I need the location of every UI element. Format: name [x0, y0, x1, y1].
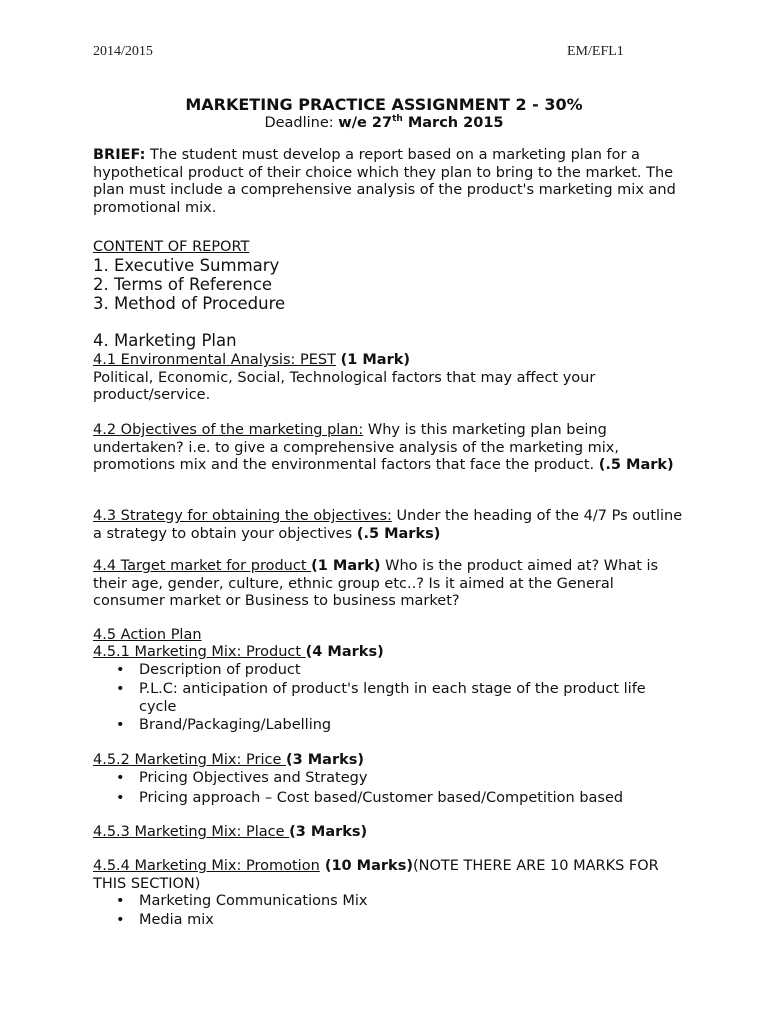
- bullet-icon: •: [116, 790, 125, 806]
- section-text: Under the heading of the 4/7 Ps outline a strategy to obtain your objectives: [93, 508, 683, 542]
- bullet-icon: •: [116, 662, 125, 678]
- brief-label: BRIEF:: [93, 147, 146, 163]
- section-text: Why is this marketing plan being undertaken? i.e. to give a comprehensive analysis of the marketing mix, promotions mix and the environmental factors that face the product.: [93, 422, 619, 473]
- bullet-icon: •: [116, 717, 125, 733]
- header-year: 2014/2015: [93, 44, 153, 59]
- section-text: Political, Economic, Social, Technological factors that may affect your product/service.: [93, 369, 596, 403]
- section-4-5-3: [93, 824, 683, 842]
- marketing-plan-heading: 4. Marketing Plan: [93, 331, 237, 350]
- header-code: EM/EFL1: [567, 44, 624, 59]
- bullet-icon: •: [116, 893, 125, 909]
- content-item: 2. Terms of Reference: [93, 275, 273, 294]
- bullet-icon: •: [116, 681, 125, 697]
- section-marks: (3 Marks): [285, 752, 365, 768]
- section-4-5-1: [93, 644, 683, 662]
- section-marks: (.5 Marks): [356, 525, 441, 542]
- section-4-1: [93, 352, 683, 405]
- section-title: 4.2 Objectives of the marketing plan:: [93, 422, 364, 438]
- section-4-5-title: 4.5 Action Plan: [93, 627, 202, 643]
- section-4-2: [93, 422, 683, 475]
- bullet-icon: •: [116, 770, 125, 786]
- section-marks: (10 Marks): [319, 858, 413, 874]
- section-marks: (1 Mark): [340, 352, 410, 368]
- section-title: 4.5.3 Marketing Mix: Place: [93, 824, 290, 840]
- section-title: 4.3 Strategy for obtaining the objectives:: [93, 508, 392, 524]
- section-title: 4.4 Target market for product: [93, 558, 312, 574]
- deadline-label: Deadline:: [264, 115, 339, 131]
- section-title: 4.5.4 Marketing Mix: Promotion: [93, 858, 320, 874]
- section-marks: (1 Mark): [311, 558, 381, 574]
- document-page: 2014/2015 EM/EFL1 MARKETING PRACTICE ASSIGNMENT 2 - 30% Deadline: w/e 27th March 2015 BRIEF: The student must develop a report based on a marketing plan for a hypothetical product of their choice which they plan to bring to the market. The plan must include a comprehensive analysis of the product's marketing mix and promotional mix. CONTENT OF REPORT 1. Executive Summary 2. Terms of Reference 3. Method of Procedure 4. Marketing Plan 4.1 Environmental Analysis: PEST (1 Mark) Political, Economic, Social, Technological factors that may affect your product/service. 4.2 Objectives of the marketing plan: Why is this marketing plan being undertaken? i.e. to give a comprehensive analysis of the marketing mix, promotions mix and the environmental factors that face the product. (.5 Mark) 4.3 Strategy for obtaining the objectives: Under the heading of the 4/7 Ps outline a strategy to obtain your objectives (.5 Marks) 4.4 Target market for product (1 Mark) Who is the product aimed at? What is their age, gender, culture, ethnic group etc..? Is it aimed at the General consumer market or Business to business market? 4.5 Action Plan 4.5.1 Marketing Mix: Product (4 Marks) • Description of product • P.L.C: anticipation of product's length in each stage of the product life cycle • Brand/Packaging/Labelling 4.5.2 Marketing Mix: Price (3 Marks) • Pricing Objectives and Strategy • Pricing approach – Cost based/Customer based/Competition based 4.5.3 Marketing Mix: Place (3 Marks) 4.5.4 Marketing Mix: Promotion (10 Marks)(NOTE THERE ARE 10 MARKS FOR THIS SECTION) • Marketing Communications Mix • Media mix: [0, 0, 768, 1024]
- content-item: 3. Method of Procedure: [93, 294, 286, 313]
- brief-text: The student must develop a report based on a marketing plan for a hypothetical product of their choice which they plan to bring to the market. The plan must include a comprehensive analysis of the product's marketing mix and promotional mix.: [93, 147, 676, 216]
- section-marks: (3 Marks): [289, 824, 368, 840]
- document-title: MARKETING PRACTICE ASSIGNMENT 2 - 30%: [185, 95, 583, 114]
- content-heading: CONTENT OF REPORT: [93, 239, 250, 255]
- deadline-line: [0, 114, 768, 131]
- section-4-4: [93, 558, 683, 611]
- bullet-icon: •: [116, 912, 125, 928]
- section-4-5-4: [93, 858, 683, 893]
- brief-paragraph: [93, 147, 683, 217]
- section-title: 4.5.1 Marketing Mix: Product: [93, 644, 306, 660]
- section-note: (NOTE THERE ARE 10 MARKS FOR THIS SECTION): [93, 858, 659, 892]
- content-item: 1. Executive Summary: [93, 256, 280, 275]
- section-marks: (4 Marks): [305, 644, 384, 660]
- section-marks: (.5 Mark): [598, 457, 674, 473]
- deadline-date: w/e 27th March 2015: [338, 114, 504, 131]
- section-title: 4.5.2 Marketing Mix: Price: [93, 752, 286, 768]
- section-4-3: [93, 508, 683, 543]
- section-4-5-2: [93, 752, 683, 770]
- section-title: 4.1 Environmental Analysis: PEST: [93, 352, 336, 368]
- section-text: Who is the product aimed at? What is their age, gender, culture, ethnic group etc..? Is it aimed at the General consumer market or Business to business market?: [93, 558, 659, 609]
